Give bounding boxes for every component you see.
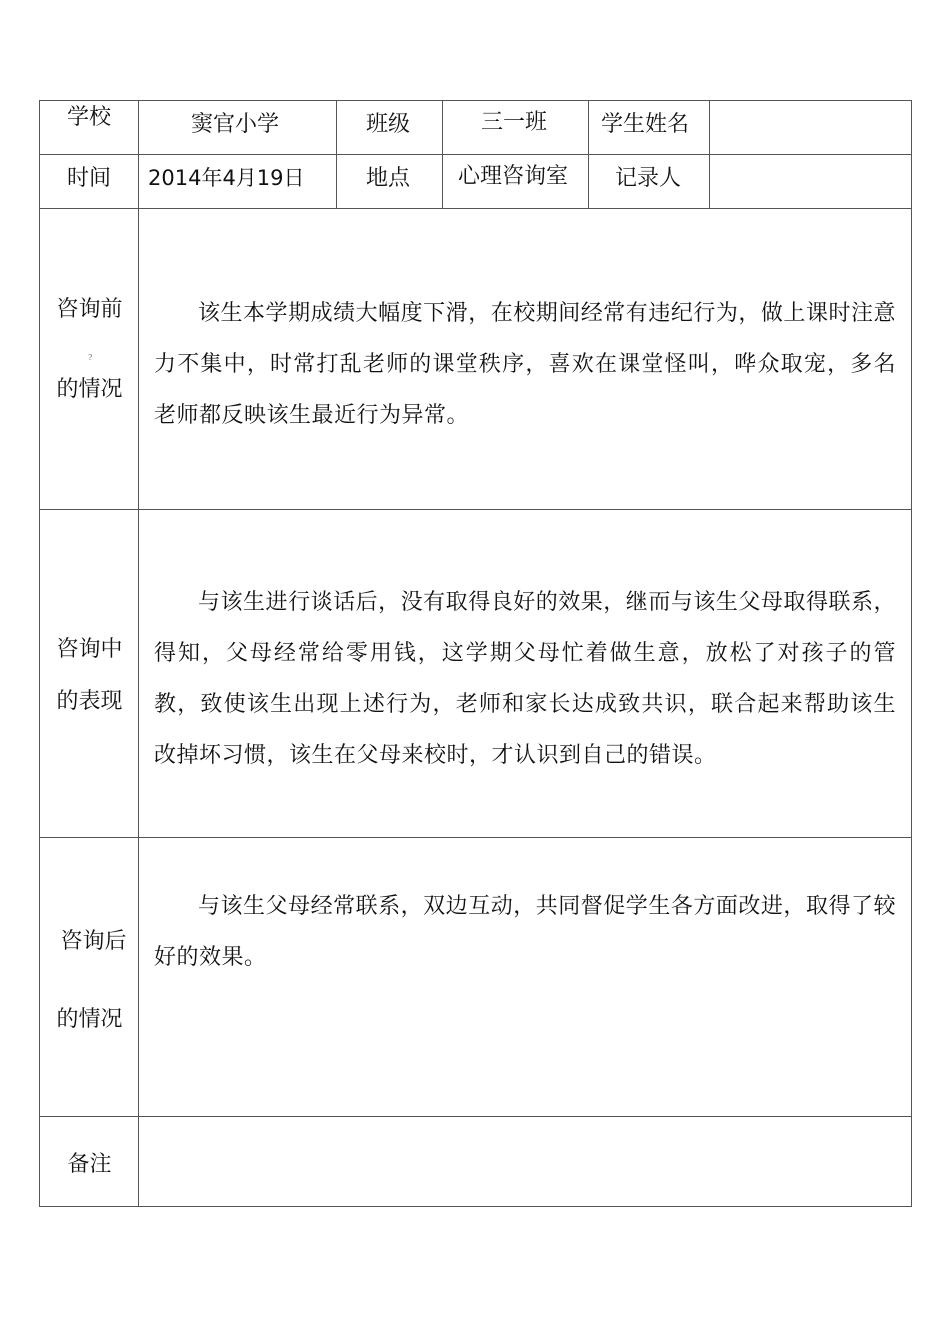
column-divider [442,101,443,208]
after-label-line1: 咨询后 [60,929,127,954]
time-label: 时间 [67,166,112,191]
counseling-record-form [39,100,912,1207]
class-label: 班级 [366,112,411,137]
row-divider [40,1116,911,1117]
column-divider [709,101,710,208]
place-value: 心理咨询室 [458,164,569,189]
after-label-line2: 的情况 [56,1007,123,1032]
column-divider [336,101,337,208]
stray-mark: ? [88,353,93,362]
during-text: 与该生进行谈话后，没有取得良好的效果，继而与该生父母取得联系，得知，父母经常给零用钱，这学期父母忙着做生意，放松了对孩子的管教，致使该生出现上述行为，老师和家长达成致共识，联合起来帮助该生改掉坏习惯，该生在父母来校时，才认识到自己的错误。 [154,590,896,768]
row-divider [40,208,911,209]
row-divider [40,154,911,155]
recorder-label: 记录人 [615,166,682,191]
during-label [40,637,139,715]
before-label-2 [40,377,139,403]
during-label-line1: 咨询中 [56,637,123,662]
school-value: 窦官小学 [191,112,280,137]
column-divider [588,101,589,208]
after-label [44,929,143,955]
time-value: 2014年4月19日 [148,166,305,190]
before-label-line2: 的情况 [56,377,123,402]
student-name-label: 学生姓名 [601,112,690,137]
during-label-line2: 的表现 [56,689,123,714]
school-label: 学校 [67,105,112,130]
after-label-2 [40,1007,139,1033]
remarks-label [40,1152,139,1178]
before-text: 该生本学期成绩大幅度下滑，在校期间经常有违纪行为，做上课时注意力不集中，时常打乱老师的课堂秩序，喜欢在课堂怪叫，哗众取宠，多名老师都反映该生最近行为异常。 [154,301,896,428]
before-label [40,297,139,323]
row-divider [40,837,911,838]
after-text: 与该生父母经常联系，双边互动，共同督促学生各方面改进，取得了较好的效果。 [154,894,896,970]
class-value: 三一班 [481,110,548,135]
remarks-label-text: 备注 [67,1152,112,1177]
place-label: 地点 [366,166,411,191]
before-label-line1: 咨询前 [56,297,123,322]
row-divider [40,509,911,510]
